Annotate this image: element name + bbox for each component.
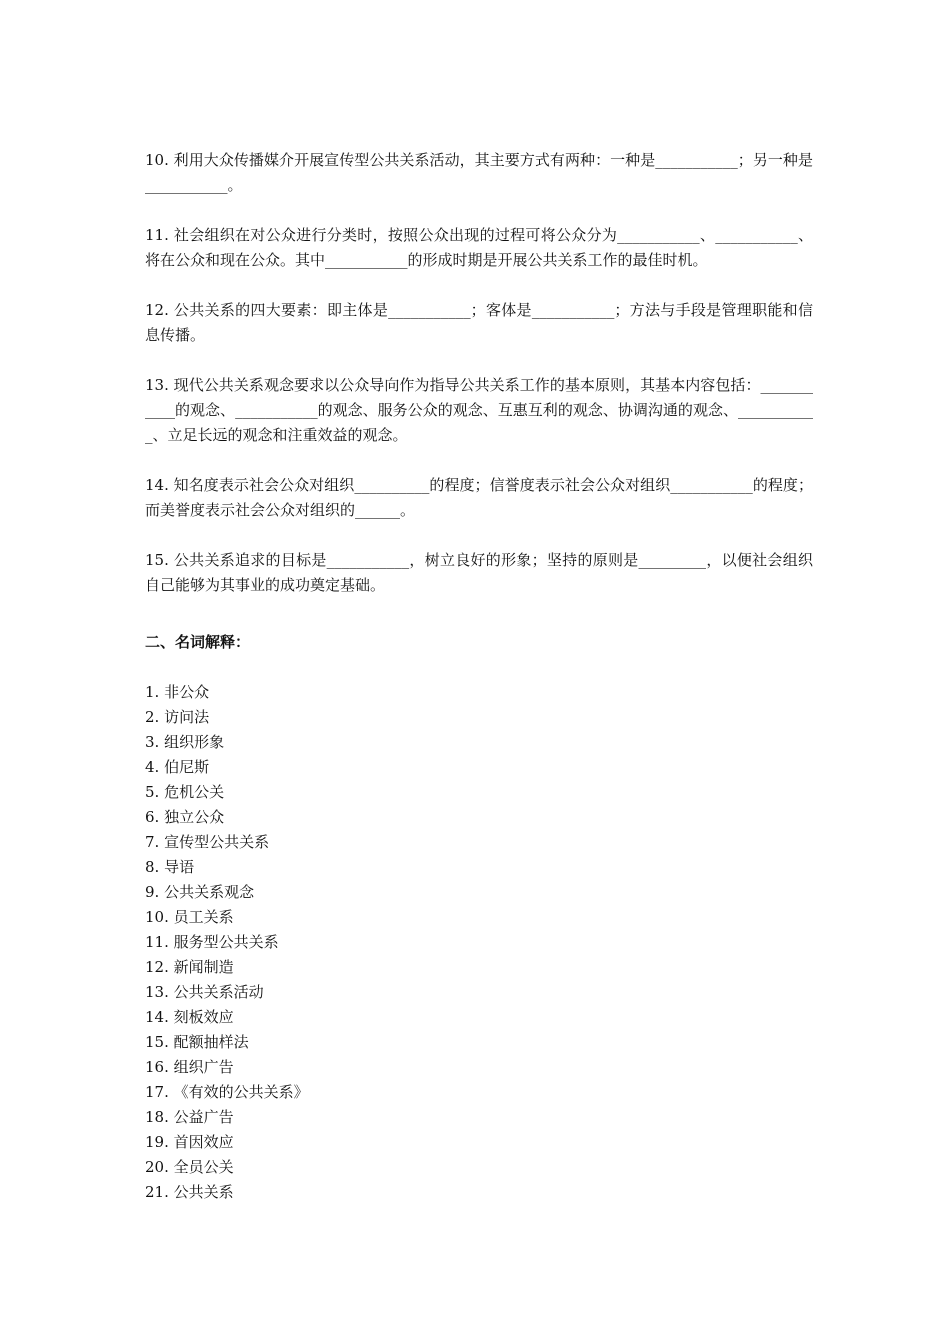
term-item: 10. 员工关系 xyxy=(145,908,234,926)
page-content xyxy=(145,148,813,1205)
term-item: 3. 组织形象 xyxy=(145,733,225,751)
question-10: 10. 利用大众传播媒介开展宣传型公共关系活动，其主要方式有两种：一种是___________；另一种是___________。 xyxy=(145,151,813,194)
term-list xyxy=(145,680,813,1205)
term-item: 21. 公共关系 xyxy=(145,1183,234,1201)
term-item: 7. 宣传型公共关系 xyxy=(145,833,270,851)
term-item: 6. 独立公众 xyxy=(145,808,225,826)
term-item: 9. 公共关系观念 xyxy=(145,883,255,901)
question-15: 15. 公共关系追求的目标是___________，树立良好的形象；坚持的原则是_________，以便社会组织自己能够为其事业的成功奠定基础。 xyxy=(145,551,813,594)
term-item: 4. 伯尼斯 xyxy=(145,758,210,776)
term-item: 15. 配额抽样法 xyxy=(145,1033,249,1051)
section-heading: 二、名词解释： xyxy=(145,633,251,651)
term-item: 19. 首因效应 xyxy=(145,1133,234,1151)
term-item: 8. 导语 xyxy=(145,858,195,876)
term-item: 11. 服务型公共关系 xyxy=(145,933,279,951)
term-item: 12. 新闻制造 xyxy=(145,958,234,976)
term-item: 16. 组织广告 xyxy=(145,1058,234,1076)
term-item: 20. 全员公关 xyxy=(145,1158,234,1176)
term-item: 13. 公共关系活动 xyxy=(145,983,264,1001)
question-13: 13. 现代公共关系观念要求以公众导向作为指导公共关系工作的基本原则，其基本内容包括：___________的观念、___________的观念、服务公众的观念、互惠互利的观念、协调沟通的观念、___________、立足长远的观念和注重效益的观念。 xyxy=(145,376,813,444)
question-11: 11. 社会组织在对公众进行分类时，按照公众出现的过程可将公众分为___________、___________、将在公众和现在公众。其中___________的形成时期是开展公共关系工作的最佳时机。 xyxy=(145,226,813,269)
term-item: 2. 访问法 xyxy=(145,708,210,726)
term-item: 5. 危机公关 xyxy=(145,783,225,801)
term-item: 14. 刻板效应 xyxy=(145,1008,234,1026)
term-item: 18. 公益广告 xyxy=(145,1108,234,1126)
term-item: 17. 《有效的公共关系》 xyxy=(145,1083,309,1101)
question-14: 14. 知名度表示社会公众对组织__________的程度；信誉度表示社会公众对组织___________的程度；而美誉度表示社会公众对组织的______。 xyxy=(145,476,813,519)
question-12: 12. 公共关系的四大要素：即主体是___________；客体是___________；方法与手段是管理职能和信息传播。 xyxy=(145,301,813,344)
term-item: 1. 非公众 xyxy=(145,683,210,701)
